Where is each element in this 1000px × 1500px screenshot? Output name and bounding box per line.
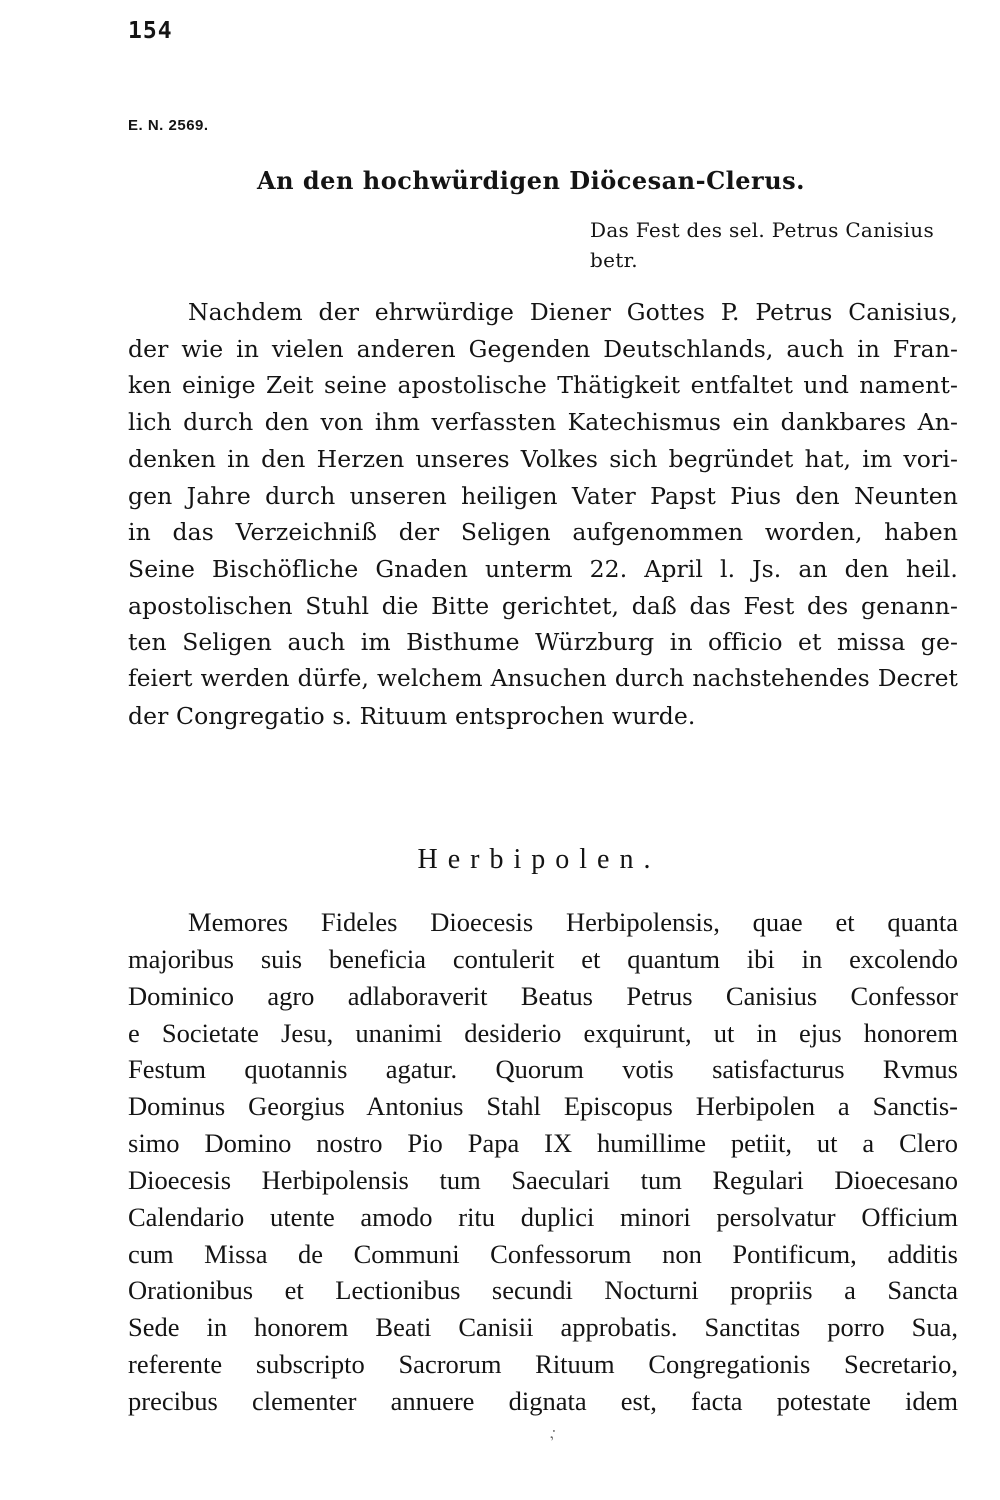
stray-ink-mark: ,·	[544, 1422, 561, 1443]
letter-body	[128, 294, 958, 734]
subject-line-2: betr.	[590, 248, 638, 272]
decree-line: Orationibus et Lectionibus secundi Nocturni propriis a Sancta	[128, 1275, 958, 1306]
decree-line: Dioecesis Herbipolensis tum Saeculari tum Regulari Dioecesano	[128, 1164, 958, 1195]
decree-line: Calendario utente amodo ritu duplici minori persolvatur Officium	[128, 1201, 958, 1232]
decree-line: majoribus suis beneficia contulerit et quantum ibi in excolendo	[128, 943, 958, 974]
body-line: Seine Bischöfliche Gnaden unterm 22. April l. Js. an den heil.	[128, 554, 958, 583]
body-line: apostolischen Stuhl die Bitte gerichtet, daß das Fest des genann-	[128, 591, 958, 620]
body-line: der wie in vielen anderen Gegenden Deutschlands, auch in Fran-	[128, 334, 958, 363]
body-line: Nachdem der ehrwürdige Diener Gottes P. Petrus Canisius,	[188, 298, 958, 326]
body-line: feiert werden dürfe, welchem Ansuchen durch nachstehendes Decret	[128, 665, 958, 693]
reference-number: E. N. 2569.	[128, 117, 209, 134]
subject-line-1: Das Fest des sel. Petrus Canisius	[590, 218, 935, 242]
decree-line: cum Missa de Communi Confessorum non Pontificum, additis	[128, 1238, 958, 1269]
page-number: 154	[128, 18, 173, 44]
letter-heading: An den hochwürdigen Diöcesan-Clerus.	[256, 166, 806, 195]
subject-line	[590, 215, 970, 275]
body-line: lich durch den von ihm verfassten Katechismus ein dankbares An-	[128, 408, 958, 437]
decree-body	[128, 904, 958, 1420]
decree-line: Memores Fideles Dioecesis Herbipolensis, quae et quanta	[188, 907, 958, 937]
decree-line: simo Domino nostro Pio Papa IX humillime petiit, ut a Clero	[128, 1128, 958, 1159]
decree-line: referente subscripto Sacrorum Rituum Congregationis Secretario,	[128, 1349, 958, 1380]
decree-line: Dominico agro adlaboraverit Beatus Petrus Canisius Confessor	[128, 980, 958, 1011]
body-line: ten Seligen auch im Bisthume Würzburg in officio et missa ge-	[128, 628, 958, 657]
decree-line: e Societate Jesu, unanimi desiderio exquirunt, ut in ejus honorem	[128, 1017, 958, 1048]
decree-line: precibus clementer annuere dignata est, facta potestate idem	[128, 1385, 958, 1416]
decree-line: Festum quotannis agatur. Quorum votis satisfacturus Rvmus	[128, 1054, 958, 1085]
body-line: denken in den Herzen unseres Volkes sich begründet hat, im vori-	[128, 444, 958, 473]
decree-heading: Herbipolen.	[417, 844, 661, 875]
body-line: in das Verzeichniß der Seligen aufgenommen worden, haben	[128, 518, 958, 547]
decree-line: Sede in honorem Beati Canisii approbatis. Sanctitas porro Sua,	[128, 1312, 958, 1343]
body-line: ken einige Zeit seine apostolische Thätigkeit entfaltet und nament-	[128, 371, 958, 400]
body-line: der Congregatio s. Rituum entsprochen wurde.	[128, 701, 696, 730]
body-line: gen Jahre durch unseren heiligen Vater Papst Pius den Neunten	[128, 481, 958, 510]
decree-line: Dominus Georgius Antonius Stahl Episcopus Herbipolen a Sanctis-	[128, 1091, 958, 1122]
